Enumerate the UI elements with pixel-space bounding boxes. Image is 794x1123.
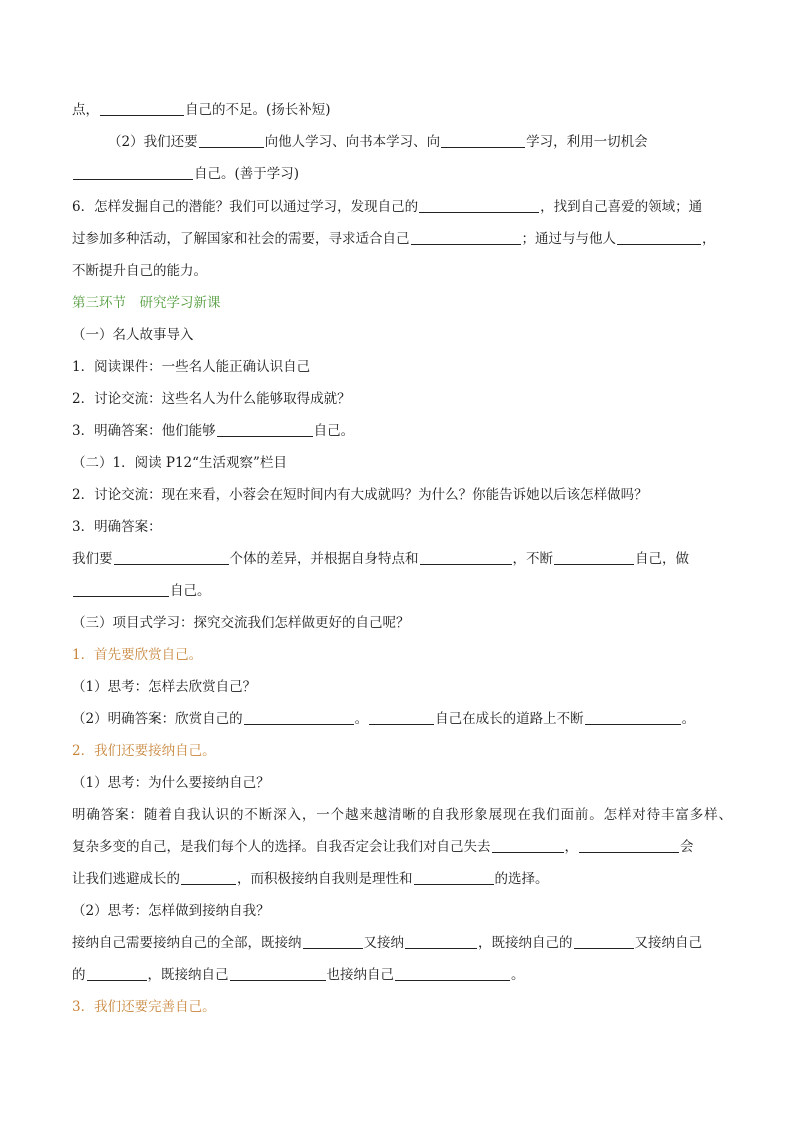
fill-blank[interactable] [617,230,701,245]
text-line-16: 自己。 [72,581,732,601]
text-line-9: 1．阅读课件：一些名人能正确认识自己 [72,359,311,375]
point-heading-2: 2．我们还要接纳自己。 [72,743,216,759]
fill-blank[interactable] [419,198,539,213]
text-line-22: （1）思考：为什么要接纳自己？ [72,775,270,791]
text-line-6: 不断提升自己的能力。 [72,263,207,279]
subsection-heading-2: （二）1．阅读 P12“生活观察”栏目 [72,455,287,471]
fill-blank[interactable] [73,582,169,597]
text-line-24: 复杂多变的自己，是我们每个人的选择。自我否定会让我们对自己失去 ， 会 [72,839,694,855]
fill-blank[interactable] [73,165,193,180]
text-line-14: 3．明确答案： [72,519,162,535]
text-line-13: 2．讨论交流：现在来看，小蓉会在短时间内有大成就吗？为什么？你能告诉她以后该怎样做吗？ [72,487,648,503]
text-line-15: 我们要 个体的差异，并根据自身特点和 ，不断 自己，做 [72,551,689,567]
fill-blank[interactable] [87,966,147,981]
text-line-4: 6．怎样发掘自己的潜能？我们可以通过学习，发现自己的 ，找到自己喜爱的领域；通 [72,199,703,215]
fill-blank[interactable] [199,133,264,148]
fill-blank[interactable] [574,934,634,949]
text-line-2: （2）我们还要 向他人学习、向书本学习、向 学习，利用一切机会 [108,134,648,150]
point-heading-3: 3．我们还要完善自己。 [72,999,216,1015]
text-line-19: （1）思考：怎样去欣赏自己？ [72,679,257,695]
fill-blank[interactable] [411,230,521,245]
fill-blank[interactable] [492,838,564,853]
text-line-28: 的 ，既接纳自己 也接纳自己 。 [72,967,525,983]
subsection-heading-1: （一）名人故事导入 [72,327,194,343]
fill-blank[interactable] [414,870,494,885]
point-heading-1: 1．首先要欣赏自己。 [72,647,203,663]
fill-blank[interactable] [230,966,326,981]
fill-blank[interactable] [181,870,236,885]
text-line-27: 接纳自己需要接纳自己的全部，既接纳 又接纳 ，既接纳自己的 又接纳自己 [72,935,702,951]
fill-blank[interactable] [585,710,681,725]
fill-blank[interactable] [395,966,510,981]
fill-blank[interactable] [244,710,354,725]
fill-blank[interactable] [114,550,229,565]
subsection-heading-3: （三）项目式学习：探究交流我们怎样做更好的自己呢？ [72,615,410,631]
text-line-1: 点， 自己的不足。(扬长补短) [72,102,331,118]
section-heading: 第三环节 研究学习新课 [72,295,221,311]
fill-blank[interactable] [100,101,184,116]
text-line-5: 过参加多种活动，了解国家和社会的需要，寻求适合自己 ；通过与与他人 ， [72,231,716,247]
text-line-26: （2）思考：怎样做到接纳自我？ [72,903,270,919]
fill-blank[interactable] [369,710,434,725]
text-line-23: 明确答案：随着自我认识的不断深入，一个越来越清晰的自我形象展现在我们面前。怎样对待丰富多样、 [72,807,732,823]
text-line-10: 2．讨论交流：这些名人为什么能够取得成就？ [72,391,351,407]
text-line-20: （2）明确答案：欣赏自己的 。 自己在成长的道路上不断 。 [72,711,696,727]
fill-blank[interactable] [554,550,634,565]
fill-blank[interactable] [441,133,525,148]
text-line-25: 让我们逃避成长的 ，而积极接纳自我则是理性和 的选择。 [72,871,549,887]
fill-blank[interactable] [420,550,512,565]
fill-blank[interactable] [579,838,679,853]
text-line-11: 3．明确答案：他们能够 自己。 [72,423,355,439]
fill-blank[interactable] [405,934,477,949]
text-line-3: 自己。(善于学习) [72,164,732,184]
fill-blank[interactable] [217,422,313,437]
fill-blank[interactable] [303,934,363,949]
